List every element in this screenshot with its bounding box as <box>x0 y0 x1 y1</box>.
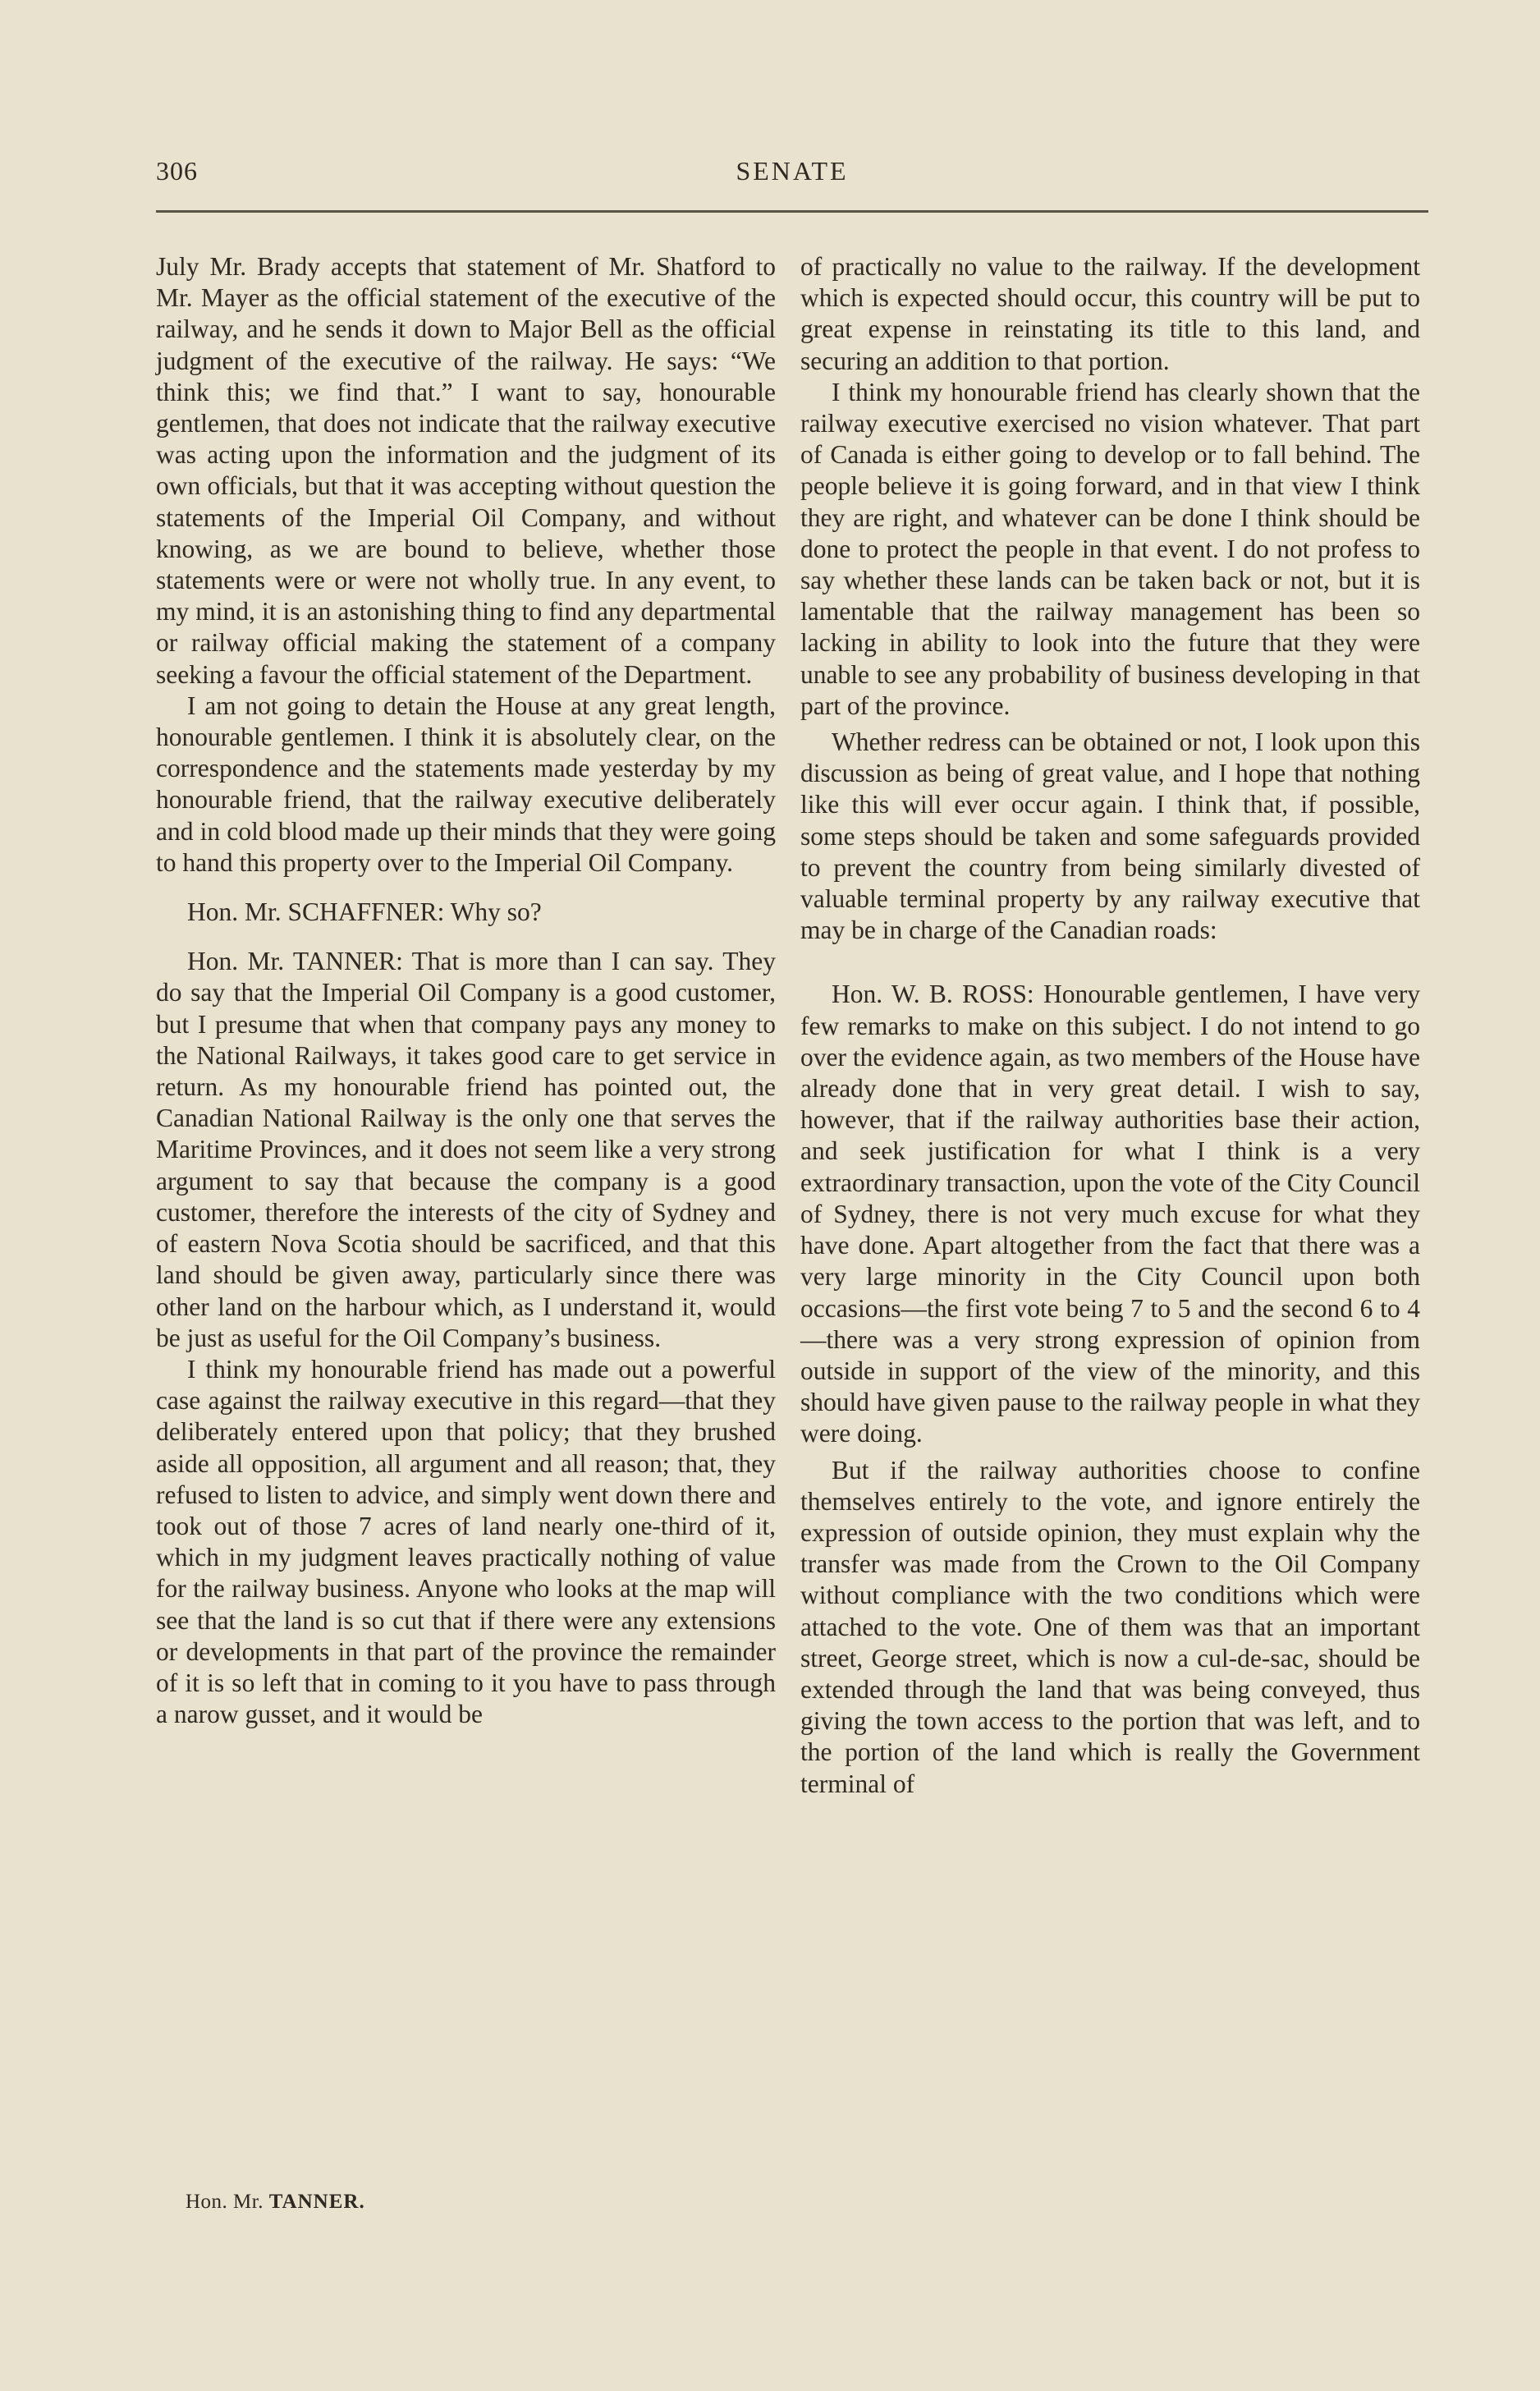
page-header <box>156 156 1428 205</box>
paragraph: Whether redress can be obtained or not, I look upon this discussion as being of great value, and I hope that nothing like this will ever occur again. I think that, if possible, some steps should be taken and some safeguards provided to prevent the country from being similarly divested of valuable terminal property by any railway executive that may be in charge of the Canadian roads: <box>800 727 1420 945</box>
running-head: SENATE <box>736 156 849 186</box>
left-column <box>156 251 776 1730</box>
page-footer <box>186 2191 365 2214</box>
speaker-paragraph: Hon. Mr. TANNER: That is more than I can say. They do say that the Imperial Oil Company is a good customer, but I presume that when that company pays any money to the National Railways, it takes good care to get service in return. As my honourable friend has pointed out, the Canadian National Railway is the only one that serves the Maritime Provinces, and it does not seem like a very strong argument to say that because the company is a good customer, therefore the interests of the city of Sydney and of eastern Nova Scotia should be sacrificed, and that this land should be given away, particularly since there was other land on the harbour which, as I understand it, would be just as useful for the Oil Company’s business. <box>156 947 776 1352</box>
header-rule <box>156 210 1428 213</box>
paragraph: I am not going to detain the House at any great length, honourable gentlemen. I think it is absolutely clear, on the correspondence and the statements made yesterday by my honourable friend, that the railway executive deliberately and in cold blood made up their minds that they were going to hand this property over to the Imperial Oil Company. <box>156 691 776 877</box>
paragraph: I think my honourable friend has made out a powerful case against the railway executive in this regard—that they deliberately entered upon that policy; that they brushed aside all opposition, all argument and all reason; that, they refused to listen to advice, and simply went down there and took out of those 7 acres of land nearly one-third of it, which in my judgment leaves practically nothing of value for the railway business. Anyone who looks at the map will see that the land is so cut that if there were any extensions or developments in that part of the province the remainder of it is so left that in coming to it you have to pass through a narow gusset, and it would be <box>156 1354 776 1729</box>
page-number: 306 <box>156 156 198 186</box>
right-column <box>800 251 1420 1800</box>
paragraph: July Mr. Brady accepts that statement of Mr. Shatford to Mr. Mayer as the official statement of the executive of the railway, and he sends it down to Major Bell as the official judgment of the executive of the railway. He says: “We think this; we find that.” I want to say, honourable gentlemen, that does not indicate that the railway executive was acting upon the information and the judgment of its own officials, but that it was accepting without question the statements of the Imperial Oil Company, and without knowing, as we are bound to believe, whether those statements were or were not wholly true. In any event, to my mind, it is an astonishing thing to find any departmental or railway official making the statement of a company seeking a favour the official statement of the Department. <box>156 252 776 689</box>
paragraph: of practically no value to the railway. If the development which is expected should occur, this country will be put to great expense in reinstating its title to this land, and securing an addition to that portion. <box>800 252 1420 375</box>
paragraph: I think my honourable friend has clearly shown that the railway executive exercised no vision whatever. That part of Canada is either going to develop or to fall behind. The people believe it is going forward, and in that view I think they are right, and whatever can be done I think should be done to protect the people in that event. I do not profess to say whether these lands can be taken back or not, but it is lamentable that the railway management has been so lacking in ability to look into the future that they were unable to see any probability of business developing in that part of the province. <box>800 377 1420 720</box>
speaker-paragraph: Hon. W. B. ROSS: Honourable gentlemen, I have very few remarks to make on this subject. I do not intend to go over the evidence again, as two members of the House have already done that in very great detail. I wish to say, however, that if the railway authorities base their action, and seek justification for what I think is a very extraordinary transaction, upon the vote of the City Council of Sydney, there is not very much excuse for what they have done. Apart altogether from the fact that there was a very large minority in the City Council upon both occasions—the first vote being 7 to 5 and the second 6 to 4—there was a very strong expression of opinion from outside in support of the view of the minority, and this should have given pause to the railway people in what they were doing. <box>800 980 1420 1448</box>
footer-prefix: Hon. Mr. <box>186 2191 264 2213</box>
footer-speaker-name: TANNER. <box>268 2191 365 2213</box>
speaker-paragraph: Hon. Mr. SCHAFFNER: Why so? <box>187 897 542 927</box>
paragraph: But if the railway authorities choose to confine themselves entirely to the vote, and ignore entirely the expression of outside opinion, they must explain why the transfer was made from the Crown to the Oil Company without compliance with the two conditions which were attached to the vote. One of them was that an important street, George street, which is now a cul-de-sac, should be extended through the land that was being conveyed, thus giving the town access to the portion that was left, and to the portion of the land which is really the Government terminal of <box>800 1455 1420 1798</box>
